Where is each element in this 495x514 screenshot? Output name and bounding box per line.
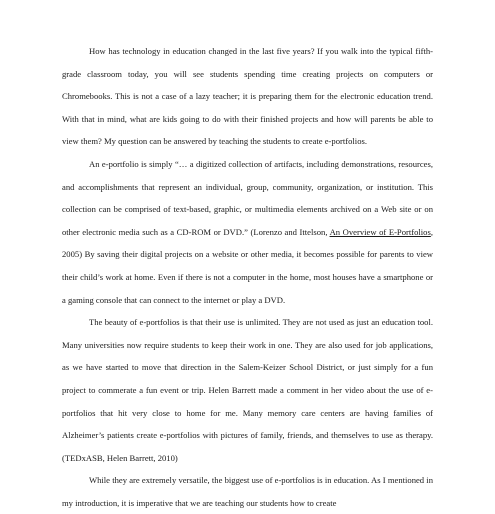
cited-title: An Overview of E-Portfolios (329, 226, 431, 237)
paragraph-definition-text-after: , 2005) By saving their digital projects on a website or other media, it becomes possible for parents to view their child’s work at home. Even if there is not a computer in the home, most houses have a smartphone or a gaming console that can connect to the internet or play a DVD. (62, 226, 433, 305)
paragraph-education-text: While they are extremely versatile, the biggest use of e-portfolios is in education. As I mentioned in my introduction, it is imperative that we are teaching our students how to create (62, 475, 433, 508)
paragraph-intro-text: How has technology in education changed in the last five years? If you walk into the typical fifth-grade classroom today, you will see students spending time creating projects on computers or Chromebooks. This is not a case of a lazy teacher; it is preparing them for the electronic education trend. With that in mind, what are kids going to do with their finished projects and how will parents be able to view them? My question can be answered by teaching the students to create e-portfolios. (62, 46, 433, 147)
paragraph-definition-text-before: An e-portfolio is simply “… a digitized collection of artifacts, including demonstrations, resources, and accomplishments that represent an individual, group, community, organization, or institution. This collection can be comprised of text-based, graphic, or multimedia elements archived on a Web site or on other electronic media such as a CD-ROM or DVD.” (Lorenzo and Ittelson, (62, 158, 433, 237)
paragraph-definition (62, 153, 433, 311)
paragraph-uses-text: The beauty of e-portfolios is that their use is unlimited. They are not used as just an education tool. Many universities now require students to keep their work in one. They are also used for job applications, as we have started to move that direction in the Salem-Keizer School District, or just simply for a fun project to commerate a fun event or trip. Helen Barrett made a comment in her video about the use of e-portfolios that hit very close to home for me. Many memory care centers are having families of Alzheimer’s patients create e-portfolios with pictures of family, friends, and themselves to use as therapy. (TEDxASB, Helen Barrett, 2010) (62, 317, 433, 463)
paragraph-uses (62, 311, 433, 469)
paragraph-education (62, 469, 433, 514)
paragraph-intro (62, 40, 433, 153)
